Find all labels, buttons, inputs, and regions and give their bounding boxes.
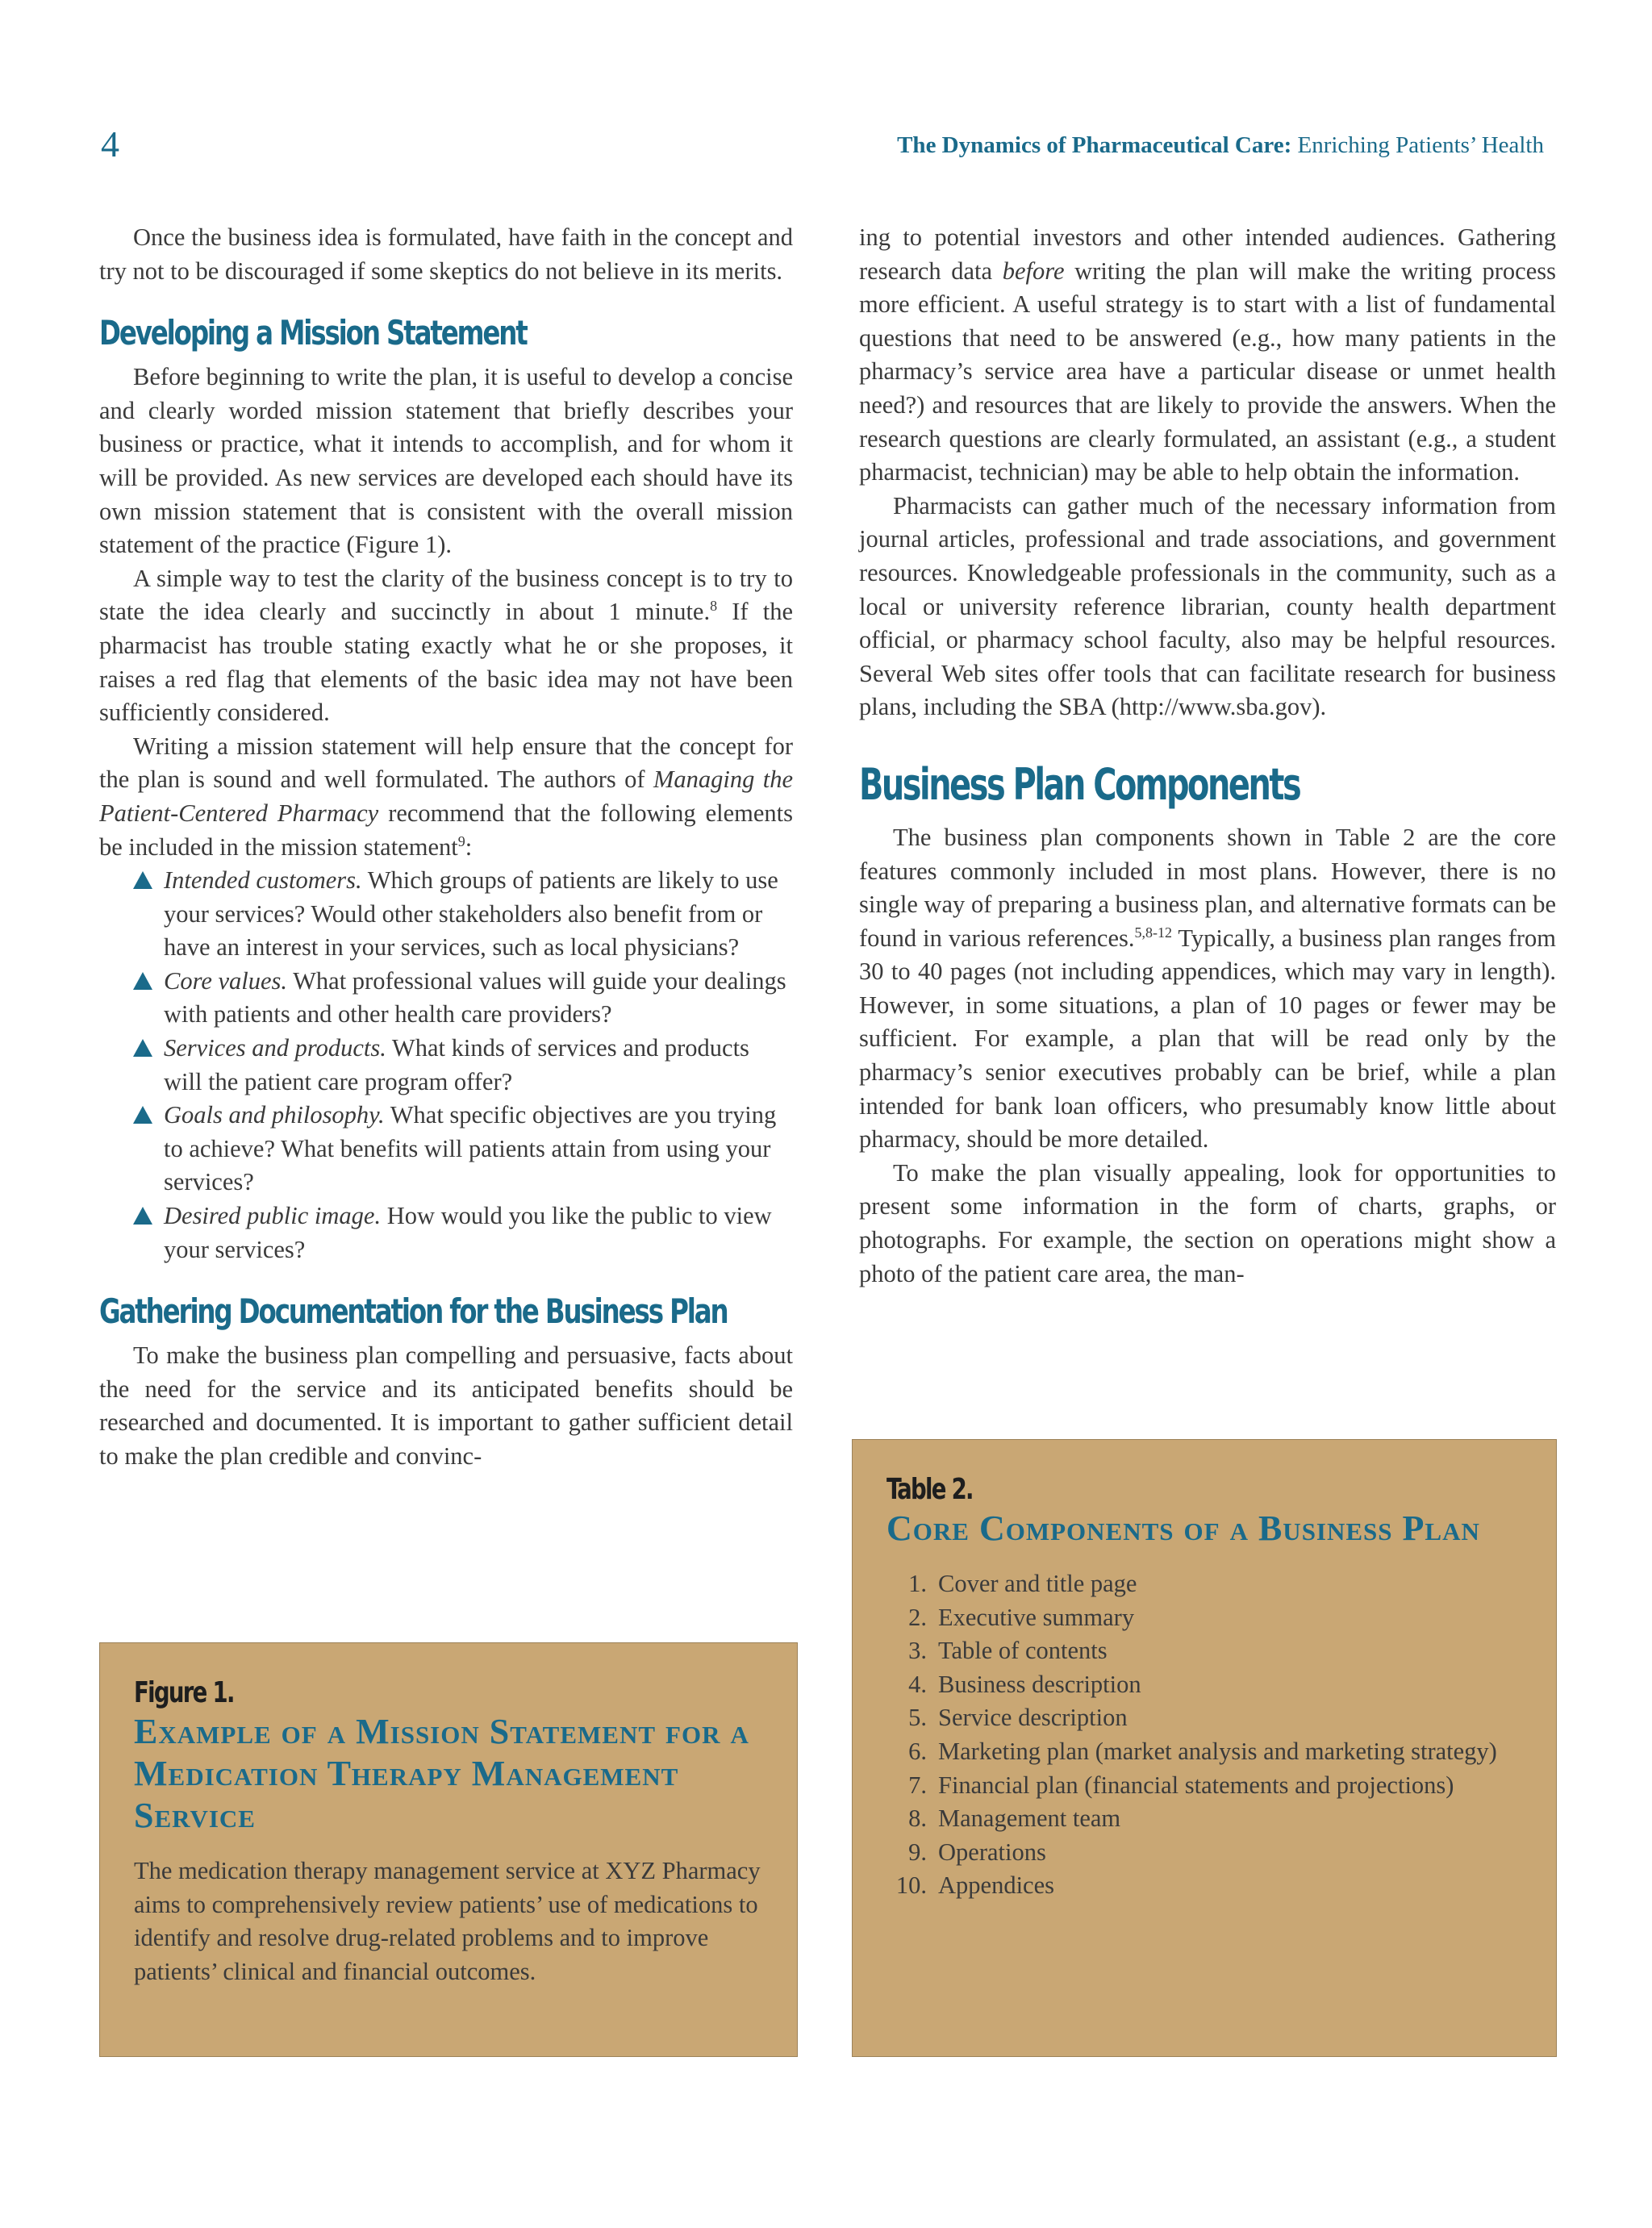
figure-1-box [99, 1642, 798, 2057]
list-number: 10. [895, 1871, 927, 1900]
list-number: 7. [908, 1771, 927, 1799]
list-number: 2. [908, 1603, 927, 1631]
list-number: 6. [908, 1737, 927, 1765]
list-text: Business description [938, 1670, 1141, 1698]
paragraph-continued [859, 221, 1556, 490]
list-text: Table of contents [938, 1637, 1108, 1665]
list-item [133, 1200, 793, 1266]
list-item [886, 1836, 1521, 1870]
triangle-bullet-icon [133, 1207, 152, 1225]
list-item [133, 965, 793, 1032]
bullet-text: How would you like the public to view your services? [164, 1202, 772, 1263]
list-text: Financial plan (financial statements and projections) [938, 1771, 1454, 1799]
heading-gathering-documentation: Gathering Documentation for the Business Plan [99, 1291, 728, 1332]
list-number: 3. [908, 1637, 927, 1665]
text-span: A simple way to test the clarity of the business concept is to try to state the idea clearly and succinctly in about 1 minute. [99, 564, 793, 626]
page-number: 4 [101, 123, 119, 165]
citation-sup: 9 [457, 832, 465, 849]
bullet-term: Goals and philosophy. [164, 1101, 385, 1129]
text-span: : [465, 832, 473, 861]
running-header-title: The Dynamics of Pharmaceutical Care: [897, 132, 1292, 158]
paragraph-mission-1: Before beginning to write the plan, it is useful to develop a concise and clearly worded mission statement that briefly describes your business or practice, what it intends to accomplish, and for whom it will be provided. As new services are developed each should have its own mission statement that is consistent with the overall mission statement of the practice (Figure 1). [99, 363, 793, 559]
list-item [133, 1099, 793, 1200]
text-span: Typically, a business plan ranges from 30 to 40 pages (not including appendices, which may vary in length). However, in some situations, a plan of 10 pages or fewer may be sufficient. For example, a plan that will be read only by the pharmacy’s senior executives probably can be brief, while a plan intended for bank loan officers, who presumably know little about pharmacy, should be more detailed. [859, 924, 1556, 1154]
list-number: 1. [908, 1570, 927, 1597]
figure-label: Figure 1. [134, 1676, 234, 1709]
bullet-text: What professional values will guide your dealings with patients and other health care providers? [164, 966, 786, 1028]
list-text: Cover and title page [938, 1570, 1137, 1597]
list-item [886, 1869, 1521, 1903]
table-label: Table 2. [886, 1473, 973, 1506]
list-item [133, 864, 793, 965]
list-text: Marketing plan (market analysis and marketing strategy) [938, 1737, 1497, 1765]
paragraph-sources: Pharmacists can gather much of the necessary information from journal articles, professional and trade associations, and government resources. Knowledgeable professionals in the community, such as a local or university reference librarian, county health department official, or pharmacy school faculty, also may be helpful resources. Several Web sites offer tools that can facilitate research for business plans, including the SBA (http://www.sba.gov). [859, 491, 1556, 721]
list-text: Executive summary [938, 1603, 1135, 1631]
list-text: Operations [938, 1838, 1046, 1866]
running-header-subtitle: Enriching Patients’ Health [1297, 132, 1544, 158]
triangle-bullet-icon [133, 1039, 152, 1057]
list-number: 4. [908, 1670, 927, 1698]
list-item [133, 1032, 793, 1099]
emphasis: before [1002, 257, 1065, 285]
bullet-term: Core values. [164, 966, 288, 995]
text-span: writing the plan will make the writing process more efficient. A useful strategy is to start with a list of fundamental questions that need to be answered (e.g., how many patients in the pharmacy’s service area have a particular disease or unmet health need?) and resources that are likely to provide the answers. When the research questions are clearly formulated, an assistant (e.g., a student pharmacist, technician) may be able to help obtain the information. [859, 257, 1556, 486]
running-header [897, 132, 1544, 159]
text-span: ing to potential investors and other intended audiences. Gathering research data [859, 223, 1556, 285]
heading-mission-statement: Developing a Mission Statement [99, 313, 527, 353]
list-text: Management team [938, 1805, 1121, 1833]
list-item [886, 1701, 1521, 1735]
book-title: Managing the Patient-Centered Pharmacy [99, 766, 793, 827]
list-item [886, 1769, 1521, 1803]
list-item [886, 1634, 1521, 1668]
right-column [859, 221, 1556, 1291]
figure-body: The medication therapy management service at XYZ Pharmacy aims to comprehensively review patients’ use of medications to identify and resolve drug-related problems and to improve patients’ clinical and financial outcomes. [134, 1857, 761, 1985]
bullet-text: What kinds of services and products will the patient care program offer? [164, 1034, 749, 1095]
bullet-text: What specific objectives are you trying to achieve? What benefits will patients attain from using your services? [164, 1101, 777, 1196]
paragraph-components-1 [859, 821, 1556, 1157]
list-item [886, 1601, 1521, 1635]
list-text: Appendices [938, 1871, 1054, 1900]
bullet-term: Intended customers. [164, 866, 362, 895]
paragraph-mission-3 [99, 730, 793, 864]
list-number: 9. [908, 1838, 927, 1866]
components-list [886, 1567, 1521, 1903]
triangle-bullet-icon [133, 972, 152, 990]
list-number: 5. [908, 1704, 927, 1732]
table-title: Core Components of a Business Plan [886, 1508, 1480, 1548]
mission-elements-list [99, 864, 793, 1266]
list-item [886, 1735, 1521, 1769]
paragraph-components-2: To make the plan visually appealing, look for opportunities to present some information in the form of charts, graphs, or photographs. For example, the section on operations might show a photo of the patient care area, the man- [859, 1158, 1556, 1287]
text-span: Writing a mission statement will help ensure that the concept for the plan is sound and well formulated. The authors of [99, 732, 793, 794]
text-span: recommend that the following elements be included in the mission statement [99, 799, 793, 861]
text-span: If the pharmacist has trouble stating exactly what he or she proposes, it raises a red flag that elements of the basic idea may not have been sufficiently considered. [99, 598, 793, 727]
bullet-term: Desired public image. [164, 1202, 382, 1230]
citation-sup: 8 [710, 598, 718, 615]
paragraph-gathering: To make the business plan compelling and persuasive, facts about the need for the service and its anticipated benefits should be researched and documented. It is important to gather sufficient detail to make the plan credible and convinc- [99, 1341, 793, 1470]
text-span: The business plan components shown in Table 2 are the core features commonly included in most plans. However, there is no single way of preparing a business plan, and alternative formats can be found in various references. [859, 823, 1556, 952]
bullet-term: Services and products. [164, 1034, 386, 1062]
left-column [99, 221, 793, 1474]
list-item [886, 1802, 1521, 1836]
table-2-box [852, 1439, 1557, 2057]
list-text: Service description [938, 1704, 1128, 1732]
triangle-bullet-icon [133, 871, 152, 889]
bullet-text: Which groups of patients are likely to use your services? Would other stakeholders also benefit from or have an interest in your services, such as local physicians? [164, 866, 778, 962]
list-item [886, 1567, 1521, 1601]
paragraph-mission-2 [99, 562, 793, 730]
heading-business-plan-components: Business Plan Components [859, 758, 1300, 810]
list-number: 8. [908, 1805, 927, 1833]
figure-title: Example of a Mission Statement for a Medication Therapy Management Service [134, 1712, 749, 1835]
paragraph-intro: Once the business idea is formulated, have faith in the concept and try not to be discouraged if some skeptics do not believe in its merits. [99, 223, 793, 285]
citation-sup: 5,8-12 [1134, 924, 1172, 941]
triangle-bullet-icon [133, 1106, 152, 1124]
list-item [886, 1668, 1521, 1702]
